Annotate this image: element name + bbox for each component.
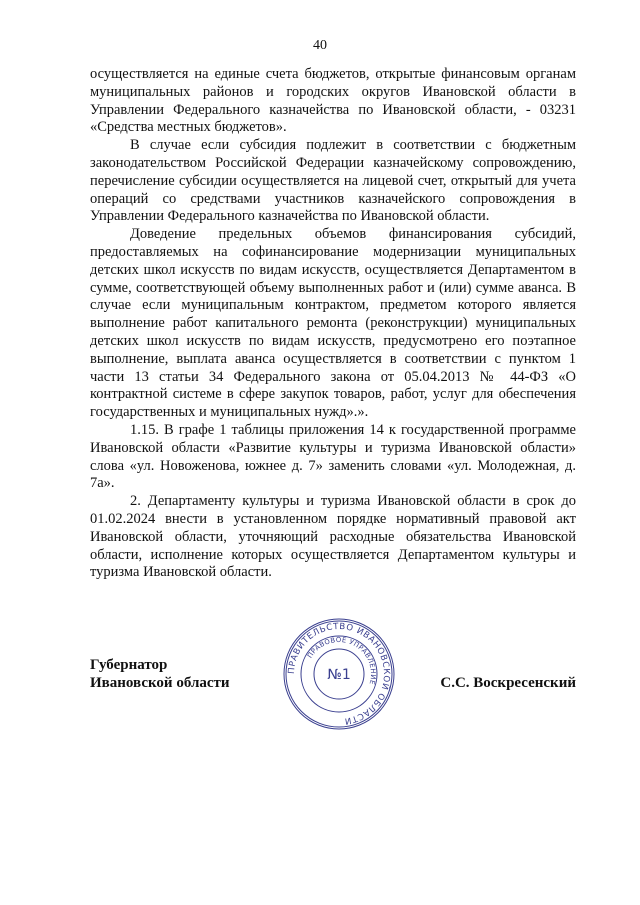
signatory-title-line2: Ивановской области: [90, 675, 230, 691]
signatory-title: [90, 656, 230, 692]
paragraph-treasury-support: В случае если субсидия подлежит в соответствии с бюджетным законодательством Российской Федерации казначейскому сопровождению, перечисление субсидии осуществляется на лицевой счет, открытый для учета операций со средствами участников казначейского сопровождения в Управлении Федерального казначейства по Ивановской области.: [90, 137, 576, 225]
signatory-name: С.С. Воскресенский: [440, 675, 576, 691]
seal-inner-text: ПРАВОВОЕ УПРАВЛЕНИЕ: [305, 635, 378, 686]
paragraph-subsidy-limits: Доведение предельных объемов финансирования субсидий, предоставляемых на софинансирование модернизации муниципальных детских школ искусств по видам искусств, осуществляется Департаментом в сумме, соответствующей объему выполненных работ и (или) сумме аванса. В случае если муниципальным контрактом, предметом которого является выполнение работ капитального ремонта (реконструкции) муниципальных детских школ искусств по видам искусств, предусмотрено его поэтапное выполнение, выплата аванса осуществляется в соответствии с пунктом 1 части 13 статьи 34 Федерального закона от 05.04.2013 № 44-ФЗ «О контрактной системе в сфере закупок товаров, работ, услуг для обеспечения государственных и муниципальных нужд».».: [90, 226, 576, 421]
document-body: [90, 66, 576, 582]
page-number: 40: [313, 38, 327, 53]
paragraph-item-1-15: 1.15. В графе 1 таблицы приложения 14 к государственной программе Ивановской области «Развитие культуры и туризма Ивановской области» слова «ул. Новоженова, южнее д. 7» заменить словами «ул. Молодежная, д. 7а».: [90, 421, 576, 492]
paragraph-item-2: 2. Департаменту культуры и туризма Ивановской области в срок до 01.02.2024 внести в установленном порядке нормативный правовой акт Ивановской области, уточняющий расходные обязательства Ивановской области, исполнение которых осуществляется Департаментом культуры и туризма Ивановской области.: [90, 493, 576, 581]
signatory-title-line1: Губернатор: [90, 657, 168, 673]
signature-block: [90, 621, 576, 746]
official-seal: [281, 616, 397, 732]
seal-outer-text: ПРАВИТЕЛЬСТВО ИВАНОВСКОЙ ОБЛАСТИ: [286, 621, 392, 726]
seal-icon: [281, 616, 397, 732]
seal-number: №1: [327, 667, 351, 683]
paragraph-continuation: осуществляется на единые счета бюджетов, открытые финансовым органам муниципальных районов и городских округов Ивановской области в Управлении Федерального казначейства по Ивановской области, - 03231 «Средства местных бюджетов».: [90, 66, 576, 136]
